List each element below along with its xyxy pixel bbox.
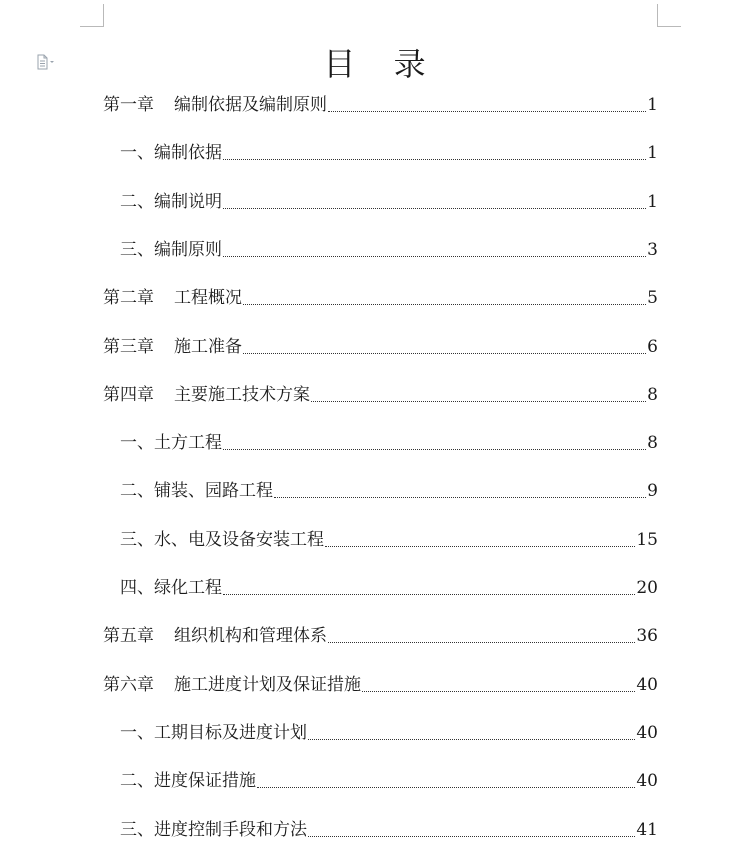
- toc-chapter-title: 组织机构和管理体系: [174, 626, 327, 646]
- toc-entry-label: [103, 336, 242, 358]
- toc-chapter-title: 施工准备: [174, 337, 242, 357]
- toc-chapter-title: 主要施工技术方案: [174, 385, 310, 405]
- toc-entry-label: [103, 674, 361, 696]
- toc-dot-leader: [308, 819, 635, 837]
- toc-entry-label: 三、编制原则: [120, 240, 222, 260]
- toc-page-number: 15: [636, 530, 658, 550]
- toc-entry-label: 一、工期目标及进度计划: [120, 723, 307, 743]
- toc-dot-leader: [223, 239, 646, 257]
- toc-entry[interactable]: [120, 480, 658, 502]
- toc-page-number: 8: [647, 385, 658, 405]
- toc-entry-label: 一、编制依据: [120, 143, 222, 163]
- toc-entry-label: [103, 384, 310, 406]
- toc-entry[interactable]: [120, 191, 658, 213]
- toc-page-number: 9: [647, 481, 658, 501]
- toc-dot-leader: [328, 625, 635, 643]
- toc-dot-leader: [223, 142, 646, 160]
- toc-chapter-title: 工程概况: [174, 288, 242, 308]
- toc-entry[interactable]: [120, 577, 658, 599]
- toc-chapter-title: 编制依据及编制原则: [174, 95, 327, 115]
- toc-entry[interactable]: [120, 529, 658, 551]
- toc-entry-label: 二、铺装、园路工程: [120, 481, 273, 501]
- toc-page-number: 3: [647, 240, 658, 260]
- toc-entry[interactable]: [120, 239, 658, 261]
- toc-dot-leader: [325, 529, 635, 547]
- toc-entry-label: [103, 94, 327, 116]
- toc-entry-label: 三、进度控制手段和方法: [120, 820, 307, 840]
- toc-page-number: 1: [647, 192, 658, 212]
- toc-entry[interactable]: [120, 722, 658, 744]
- toc-entry[interactable]: [120, 142, 658, 164]
- toc-dot-leader: [274, 480, 646, 498]
- toc-entry[interactable]: [103, 625, 658, 647]
- toc-dot-leader: [362, 674, 635, 692]
- toc-entry[interactable]: [103, 94, 658, 116]
- toc-entry[interactable]: [120, 770, 658, 792]
- toc-chapter-number: 第二章: [103, 288, 154, 308]
- toc-page-number: 40: [636, 675, 658, 695]
- toc-dot-leader: [223, 432, 646, 450]
- toc-page-number: 5: [647, 288, 658, 308]
- toc-dot-leader: [243, 336, 646, 354]
- toc-dot-leader: [311, 384, 646, 402]
- toc-dot-leader: [223, 577, 635, 595]
- toc-entry-label: 二、编制说明: [120, 192, 222, 212]
- toc-page-number: 1: [647, 143, 658, 163]
- toc-chapter-number: 第五章: [103, 626, 154, 646]
- toc-page-number: 8: [647, 433, 658, 453]
- toc-chapter-number: 第六章: [103, 675, 154, 695]
- toc-dot-leader: [243, 287, 646, 305]
- toc-page-number: 40: [636, 723, 658, 743]
- toc-entry[interactable]: [103, 336, 658, 358]
- toc-entry[interactable]: [103, 287, 658, 309]
- toc-chapter-number: 第一章: [103, 95, 154, 115]
- toc-entry-label: 一、土方工程: [120, 433, 222, 453]
- page-corner-mark-top-right: [657, 4, 681, 27]
- toc-chapter-number: 第三章: [103, 337, 154, 357]
- toc-entry-label: 四、绿化工程: [120, 578, 222, 598]
- toc-dot-leader: [308, 722, 635, 740]
- toc-dot-leader: [223, 191, 646, 209]
- toc-chapter-number: 第四章: [103, 385, 154, 405]
- toc-title: 目 录: [323, 45, 440, 83]
- page-corner-mark-top-left: [80, 4, 104, 27]
- toc-dot-leader: [328, 94, 646, 112]
- toc-entry[interactable]: [103, 674, 658, 696]
- toc-page-number: 40: [636, 771, 658, 791]
- toc-entry-label: 二、进度保证措施: [120, 771, 256, 791]
- toc-page-number: 20: [636, 578, 658, 598]
- toc-page-number: 41: [636, 820, 658, 840]
- toc-page-number: 36: [636, 626, 658, 646]
- toc-chapter-title: 施工进度计划及保证措施: [174, 675, 361, 695]
- toc-entry[interactable]: [120, 432, 658, 454]
- toc-entry[interactable]: [120, 819, 658, 841]
- toc-entry-label: [103, 287, 242, 309]
- toc-entry[interactable]: [103, 384, 658, 406]
- toc-page-number: 6: [647, 337, 658, 357]
- toc-entry-label: 三、水、电及设备安装工程: [120, 530, 324, 550]
- toc-page-number: 1: [647, 95, 658, 115]
- toc-dot-leader: [257, 770, 635, 788]
- toc-entry-label: [103, 625, 327, 647]
